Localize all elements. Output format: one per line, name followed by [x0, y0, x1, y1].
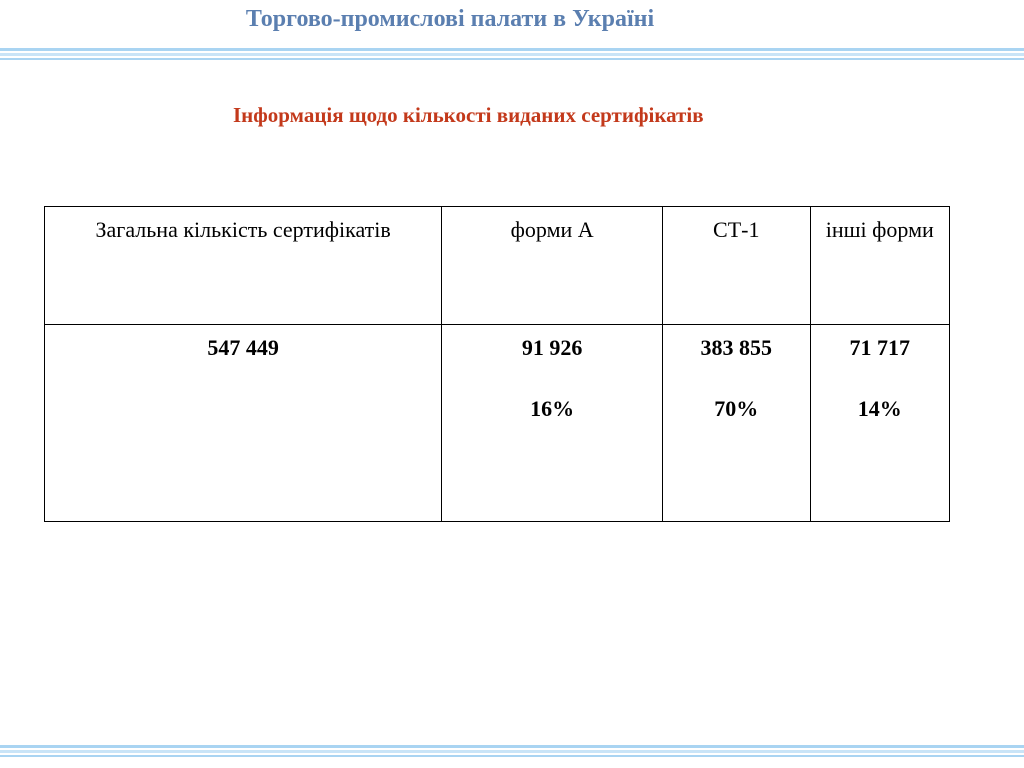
header-total-certificates: Загальна кількість сертифікатів [45, 207, 442, 325]
form-a-share: 16% [530, 395, 575, 421]
table-row [45, 325, 950, 522]
page-title: Торгово-промислові палати в Україні [245, 6, 655, 32]
header-other-forms: інші форми [810, 207, 949, 325]
other-share: 14% [857, 395, 902, 421]
total-count: 547 449 [207, 335, 279, 360]
section-subtitle: Інформація щодо кількості виданих сертифікатів [233, 103, 704, 127]
bottom-decorative-stripe [0, 745, 1024, 759]
cell-form-a [442, 325, 663, 522]
ct1-share: 70% [714, 395, 759, 421]
header-form-a: форми А [442, 207, 663, 325]
certificates-table [44, 206, 950, 522]
table-header-row [45, 207, 950, 325]
cell-other [810, 325, 949, 522]
header-ct1: СТ-1 [663, 207, 810, 325]
top-decorative-stripe [0, 48, 1024, 62]
cell-ct1 [663, 325, 810, 522]
other-count: 71 717 [849, 335, 910, 360]
ct1-count: 383 855 [700, 335, 773, 360]
form-a-count: 91 926 [521, 335, 583, 360]
cell-total [45, 325, 442, 522]
